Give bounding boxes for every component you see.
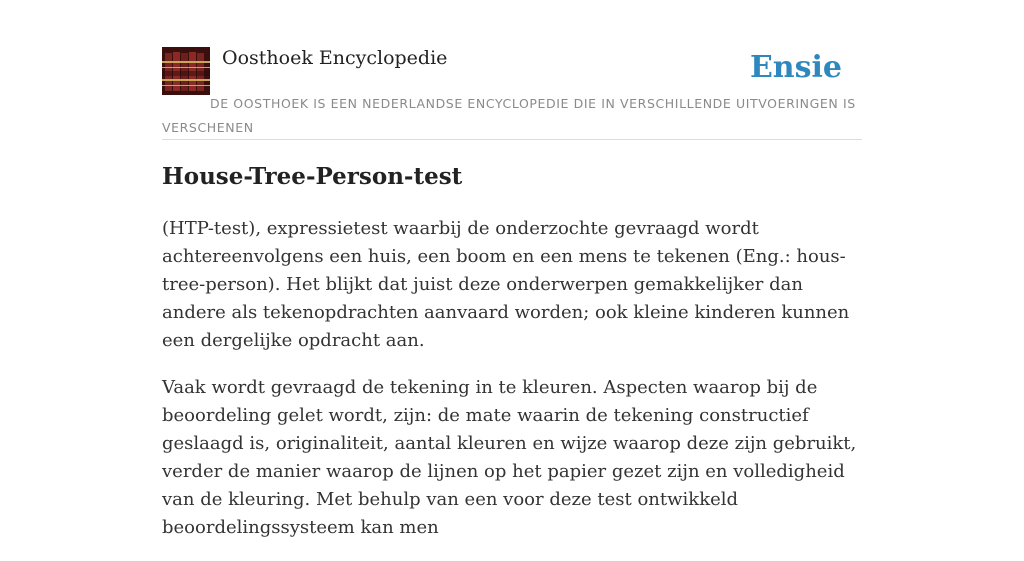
article-paragraph: (HTP-test), expressietest waarbij de onderzochte gevraagd wordt achtereenvolgens een huis, een boom en een mens te tekenen (Eng.: hous-tree-person). Het blijkt dat juist deze onderwerpen gemakkelijker dan andere als tekenopdrachten aanvaard worden; ook kleine kinderen kunnen een dergelijke opdracht aan. [162, 218, 850, 351]
article-title: House-Tree-Person-test [162, 163, 463, 190]
article-body [162, 215, 862, 561]
encyclopedia-books-icon[interactable] [162, 47, 210, 95]
source-description: DE OOSTHOEK IS EEN NEDERLANDSE ENCYCLOPEDIE DIE IN VERSCHILLENDE UITVOERINGEN IS VERSCHENEN [162, 96, 856, 135]
source-title[interactable]: Oosthoek Encyclopedie [222, 47, 448, 69]
source-header [162, 46, 862, 140]
article-paragraph: Vaak wordt gevraagd de tekening in te kleuren. Aspecten waarop bij de beoordeling gelet wordt, zijn: de mate waarin de tekening constructief geslaagd is, originaliteit, aantal kleuren en wijze waarop deze zijn gebruikt, verder de manier waarop de lijnen op het papier gezet zijn en volledigheid van de kleuring. Met behulp van een voor deze test ontwikkeld beoordelingssysteem kan men [162, 377, 857, 538]
ensie-logo[interactable]: Ensie [749, 50, 842, 85]
